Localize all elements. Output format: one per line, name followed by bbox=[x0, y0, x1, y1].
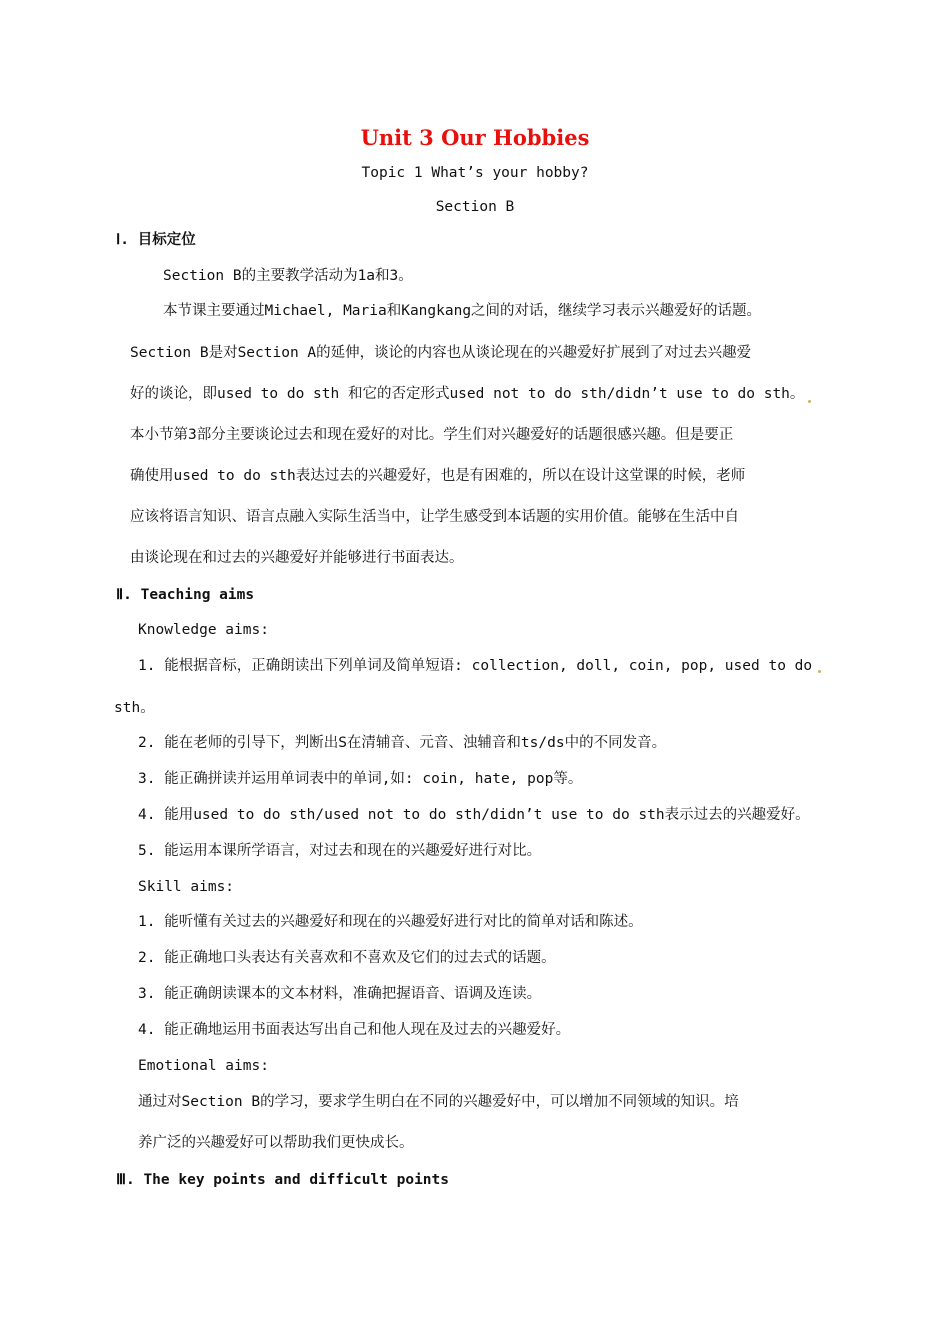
document-title: Unit 3 Our Hobbies bbox=[360, 125, 590, 150]
section-heading-key-points: Ⅲ. The key points and difficult points bbox=[116, 1172, 449, 1188]
paragraph-line: Section B是对Section A的延伸，谈论的内容也从谈论现在的兴趣爱好扩展到了对过去兴趣爱 bbox=[130, 345, 752, 361]
list-item: 1. 能听懂有关过去的兴趣爱好和现在的兴趣爱好进行对比的简单对话和陈述。 bbox=[138, 914, 643, 930]
skill-aims-label: Skill aims: bbox=[138, 879, 235, 895]
paragraph-line: 本节课主要通过Michael, Maria和Kangkang之间的对话，继续学习表示兴趣爱好的话题。 bbox=[163, 303, 762, 319]
list-item: 1. 能根据音标，正确朗读出下列单词及简单短语: collection, doll, coin, pop, used to do bbox=[138, 658, 813, 674]
annotation-marker bbox=[808, 400, 811, 403]
list-item: 4. 能正确地运用书面表达写出自己和他人现在及过去的兴趣爱好。 bbox=[138, 1022, 571, 1038]
section-heading-teaching-aims: Ⅱ. Teaching aims bbox=[116, 587, 255, 603]
list-item: 4. 能用used to do sth/used not to do sth/didn’t use to do sth表示过去的兴趣爱好。 bbox=[138, 807, 810, 823]
paragraph-line: Section B的主要教学活动为1a和3。 bbox=[163, 268, 413, 284]
list-item-continuation: sth。 bbox=[114, 700, 155, 716]
list-item: 2. 能正确地口头表达有关喜欢和不喜欢及它们的过去式的话题。 bbox=[138, 950, 556, 966]
paragraph-line: 本小节第3部分主要谈论过去和现在爱好的对比。学生们对兴趣爱好的话题很感兴趣。但是要正 bbox=[130, 427, 734, 443]
annotation-marker bbox=[818, 670, 821, 673]
list-item: 3. 能正确拼读并运用单词表中的单词,如: coin, hate, pop等。 bbox=[138, 771, 583, 787]
topic-subtitle: Topic 1 What’s your hobby? bbox=[361, 165, 589, 181]
list-item: 2. 能在老师的引导下，判断出S在清辅音、元音、浊辅音和ts/ds中的不同发音。 bbox=[138, 735, 667, 751]
paragraph-line: 通过对Section B的学习，要求学生明白在不同的兴趣爱好中，可以增加不同领域的知识。培 bbox=[138, 1094, 739, 1110]
paragraph-line: 应该将语言知识、语言点融入实际生活当中，让学生感受到本话题的实用价值。能够在生活中自 bbox=[130, 509, 739, 525]
paragraph-line: 由谈论现在和过去的兴趣爱好并能够进行书面表达。 bbox=[130, 550, 464, 566]
section-heading-objectives: Ⅰ. 目标定位 bbox=[116, 232, 196, 248]
paragraph-line: 养广泛的兴趣爱好可以帮助我们更快成长。 bbox=[138, 1135, 414, 1151]
knowledge-aims-label: Knowledge aims: bbox=[138, 622, 269, 638]
paragraph-line: 好的谈论，即used to do sth 和它的否定形式used not to do sth/didn’t use to do sth。 bbox=[130, 386, 805, 402]
list-item: 3. 能正确朗读课本的文本材料，准确把握语音、语调及连读。 bbox=[138, 986, 542, 1002]
emotional-aims-label: Emotional aims: bbox=[138, 1058, 269, 1074]
section-subtitle: Section B bbox=[435, 199, 515, 215]
paragraph-line: 确使用used to do sth表达过去的兴趣爱好，也是有困难的，所以在设计这堂课的时候，老师 bbox=[130, 468, 746, 484]
list-item: 5. 能运用本课所学语言，对过去和现在的兴趣爱好进行对比。 bbox=[138, 843, 542, 859]
